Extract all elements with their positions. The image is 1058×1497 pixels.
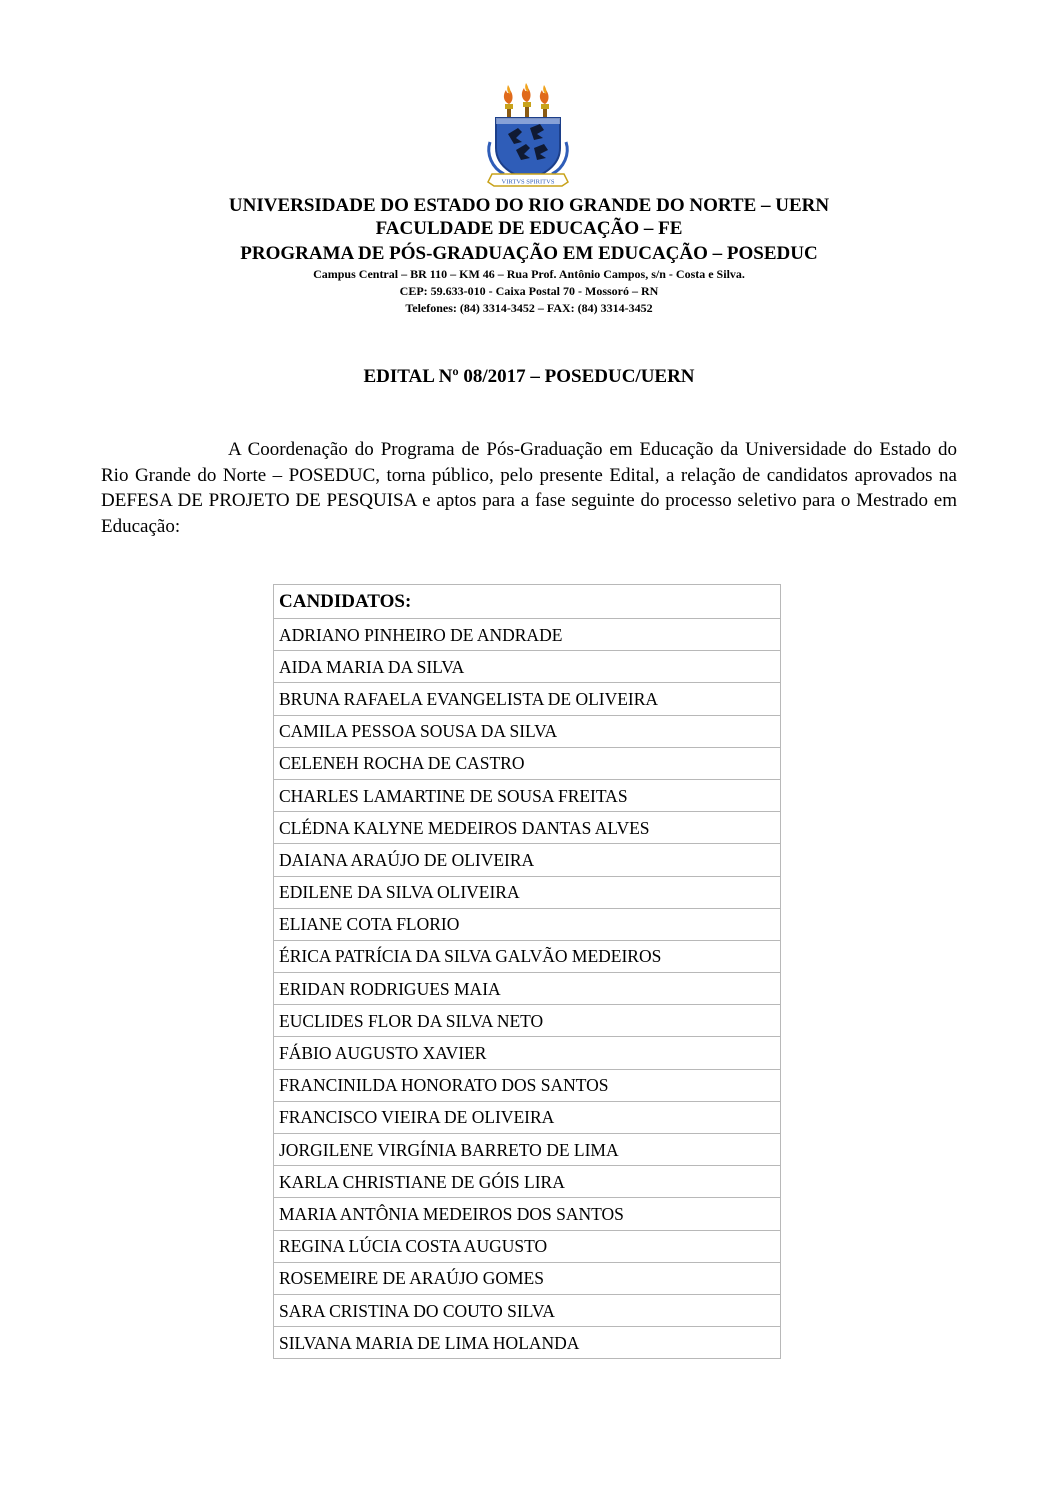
candidate-name: SILVANA MARIA DE LIMA HOLANDA	[274, 1327, 781, 1359]
program-name: PROGRAMA DE PÓS-GRADUAÇÃO EM EDUCAÇÃO – POSEDUC	[240, 243, 818, 264]
university-name: UNIVERSIDADE DO ESTADO DO RIO GRANDE DO NORTE – UERN	[228, 195, 830, 216]
candidates-table	[273, 584, 781, 1359]
candidate-name: KARLA CHRISTIANE DE GÓIS LIRA	[274, 1166, 781, 1198]
table-row	[274, 1101, 781, 1133]
table-row	[274, 619, 781, 651]
table-row	[274, 683, 781, 715]
torch-center	[522, 83, 531, 119]
table-header: CANDIDATOS:	[274, 585, 781, 619]
table-row	[274, 940, 781, 972]
candidate-name: CLÉDNA KALYNE MEDEIROS DANTAS ALVES	[274, 812, 781, 844]
edital-title: EDITAL Nº 08/2017 – POSEDUC/UERN	[363, 366, 695, 387]
table-row	[274, 1166, 781, 1198]
table-row	[274, 651, 781, 683]
table-row	[274, 1069, 781, 1101]
table-header-row	[274, 585, 781, 619]
table-row	[274, 973, 781, 1005]
edital-paragraph: A Coordenação do Programa de Pós-Graduação em Educação da Universidade do Estado do Rio Grande do Norte – POSEDUC, torna público, pelo presente Edital, a relação de candidatos aprovados na DEFESA DE PROJETO DE PESQUISA e aptos para a fase seguinte do processo seletivo para o Mestrado em Educação:	[101, 439, 957, 537]
candidate-name: ELIANE COTA FLORIO	[274, 908, 781, 940]
address-line-1: Campus Central – BR 110 – KM 46 – Rua Prof. Antônio Campos, s/n - Costa e Silva.	[313, 267, 745, 281]
candidate-name: ADRIANO PINHEIRO DE ANDRADE	[274, 619, 781, 651]
candidate-name: EDILENE DA SILVA OLIVEIRA	[274, 876, 781, 908]
motto-text: VIRTVS SPIRITVS	[501, 178, 555, 186]
candidate-name: ÉRICA PATRÍCIA DA SILVA GALVÃO MEDEIROS	[274, 940, 781, 972]
table-row	[274, 1198, 781, 1230]
table-row	[274, 812, 781, 844]
candidate-name: AIDA MARIA DA SILVA	[274, 651, 781, 683]
candidate-name: CAMILA PESSOA SOUSA DA SILVA	[274, 715, 781, 747]
university-coat-of-arms-icon	[482, 82, 574, 190]
faculty-name: FACULDADE DE EDUCAÇÃO – FE	[375, 218, 683, 239]
torch-right	[540, 85, 549, 119]
candidate-name: DAIANA ARAÚJO DE OLIVEIRA	[274, 844, 781, 876]
candidate-name: FÁBIO AUGUSTO XAVIER	[274, 1037, 781, 1069]
table-row	[274, 1134, 781, 1166]
candidate-name: CHARLES LAMARTINE DE SOUSA FREITAS	[274, 779, 781, 811]
candidate-name: FRANCISCO VIEIRA DE OLIVEIRA	[274, 1101, 781, 1133]
table-row	[274, 1037, 781, 1069]
candidate-name: JORGILENE VIRGÍNIA BARRETO DE LIMA	[274, 1134, 781, 1166]
table-row	[274, 1005, 781, 1037]
candidate-name: MARIA ANTÔNIA MEDEIROS DOS SANTOS	[274, 1198, 781, 1230]
candidate-name: ERIDAN RODRIGUES MAIA	[274, 973, 781, 1005]
table-row	[274, 715, 781, 747]
table-row	[274, 1294, 781, 1326]
institution-header	[0, 193, 1058, 317]
candidate-name: EUCLIDES FLOR DA SILVA NETO	[274, 1005, 781, 1037]
table-row	[274, 908, 781, 940]
table-row	[274, 1327, 781, 1359]
candidate-name: SARA CRISTINA DO COUTO SILVA	[274, 1294, 781, 1326]
torch-left	[504, 85, 513, 119]
table-row	[274, 747, 781, 779]
table-row	[274, 779, 781, 811]
candidate-name: CELENEH ROCHA DE CASTRO	[274, 747, 781, 779]
candidate-name: BRUNA RAFAELA EVANGELISTA DE OLIVEIRA	[274, 683, 781, 715]
table-row	[274, 1262, 781, 1294]
phone-line: Telefones: (84) 3314-3452 – FAX: (84) 3314-3452	[405, 301, 653, 315]
table-row	[274, 1230, 781, 1262]
table-row	[274, 844, 781, 876]
table-row	[274, 876, 781, 908]
candidate-name: FRANCINILDA HONORATO DOS SANTOS	[274, 1069, 781, 1101]
candidate-name: REGINA LÚCIA COSTA AUGUSTO	[274, 1230, 781, 1262]
candidate-name: ROSEMEIRE DE ARAÚJO GOMES	[274, 1262, 781, 1294]
address-line-2: CEP: 59.633-010 - Caixa Postal 70 - Mossoró – RN	[399, 284, 659, 298]
